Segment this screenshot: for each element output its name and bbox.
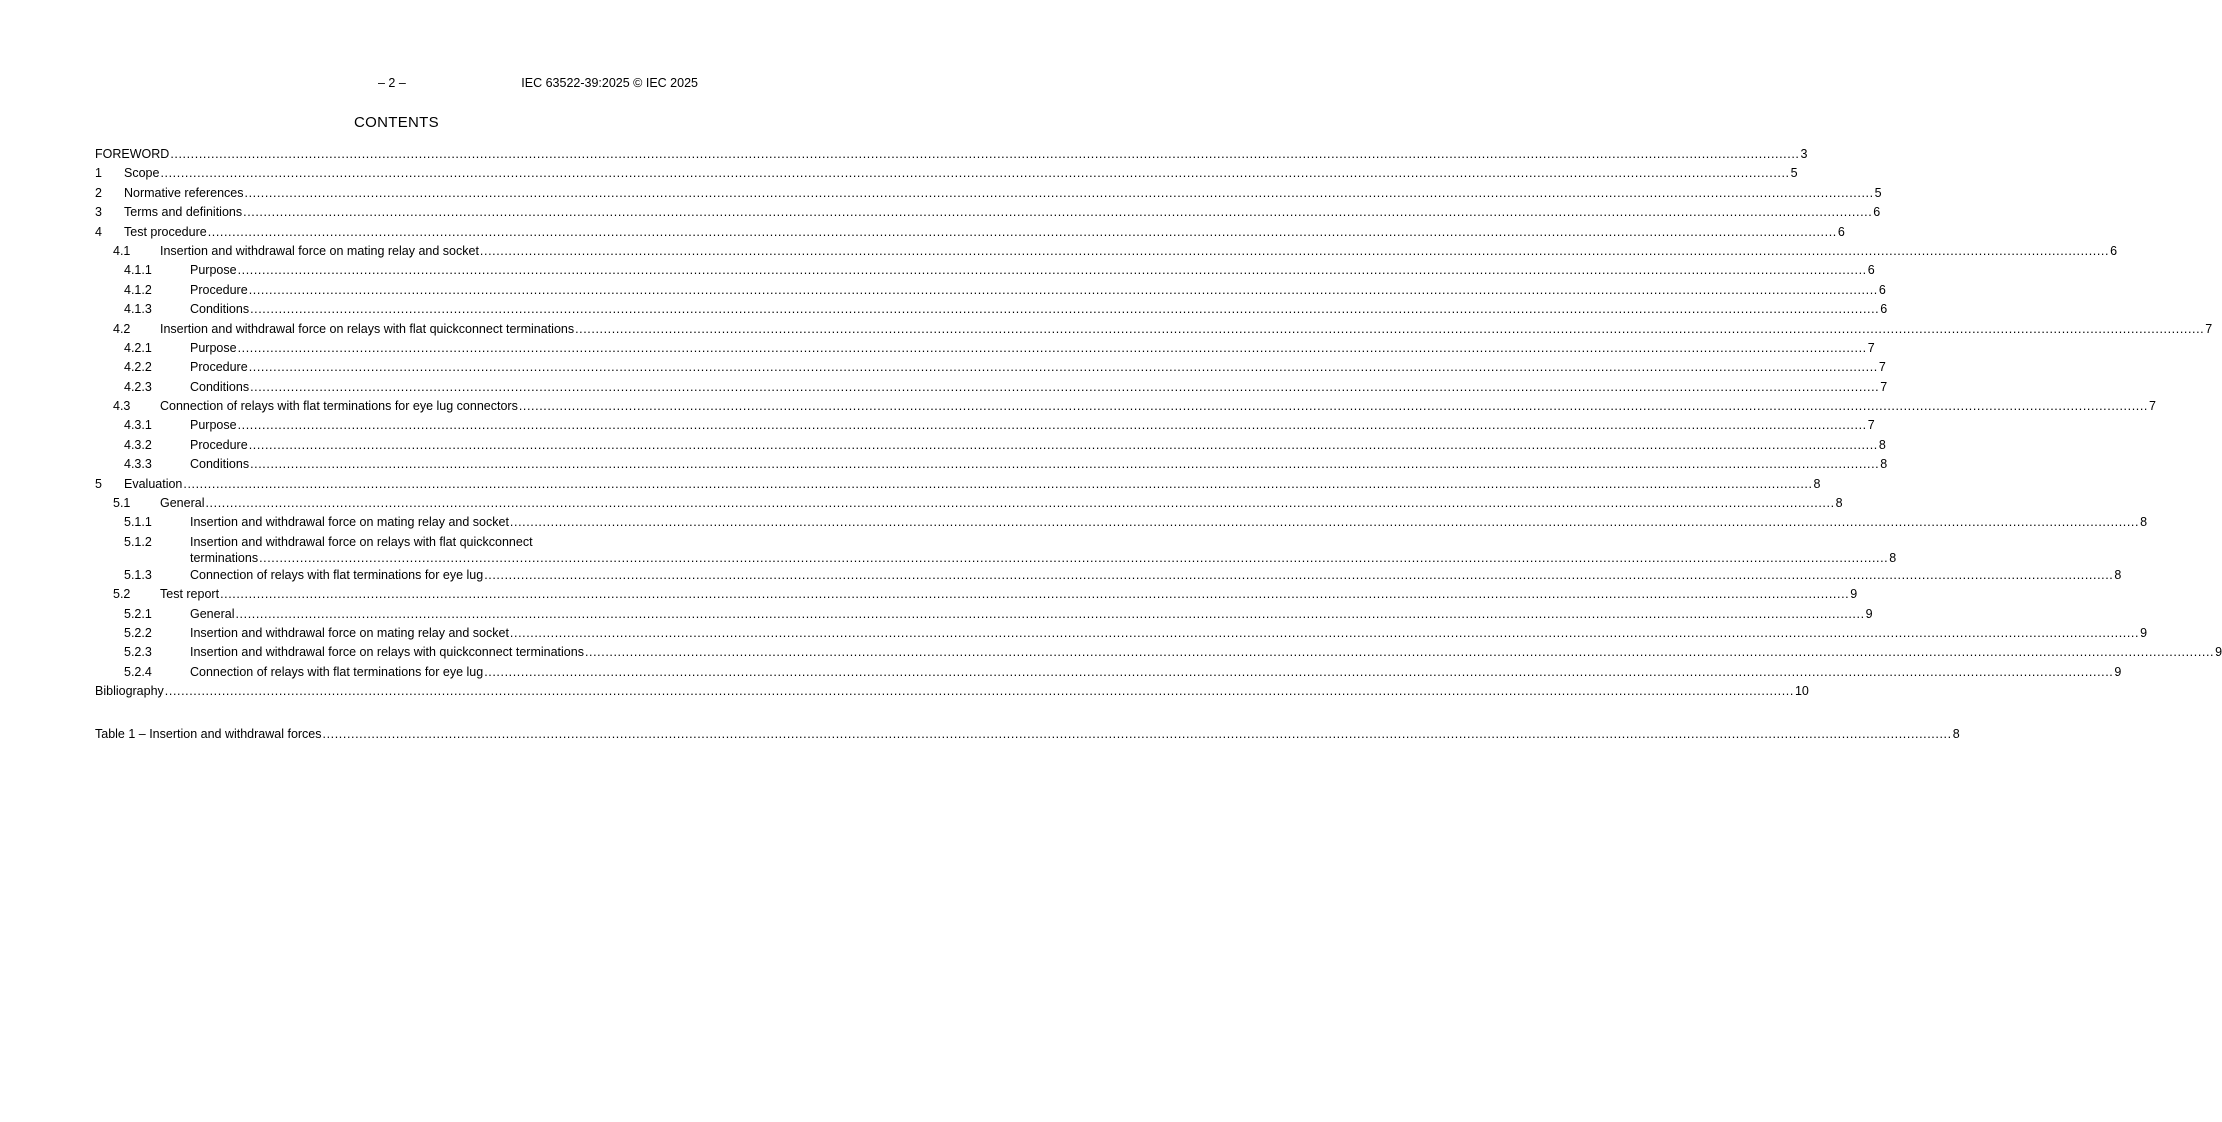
toc-entry[interactable] [95, 379, 1888, 398]
toc-entry-number: 5.2 [113, 587, 131, 602]
toc-entry[interactable] [95, 204, 1881, 223]
toc-entry-label: Connection of relays with flat terminations for eye lug [190, 567, 484, 582]
dot-leader: ................................................................................................................................................................................................................................................................................................................................................................................................................ [518, 399, 2148, 414]
toc-entry-number: 3 [95, 205, 102, 220]
toc-entry-label: Bibliography [95, 684, 164, 699]
toc-entry[interactable] [95, 224, 1845, 243]
standard-reference: IEC 63522-39:2025 © IEC 2025 [521, 76, 698, 90]
toc-entry-label: General [190, 606, 235, 621]
toc-entry-label: Test report [160, 587, 220, 602]
toc-entry-label: General [160, 496, 205, 511]
toc-entry-page: 8 [1889, 550, 1897, 565]
toc-entry-page: 7 [1880, 379, 1888, 394]
toc-entry[interactable] [95, 262, 1875, 281]
toc-entry-number: 1 [95, 166, 102, 181]
toc-entry-label: Procedure [190, 437, 248, 452]
toc-entry-number: 4.1.2 [124, 282, 152, 297]
toc-entry-page: 9 [2140, 625, 2148, 640]
toc-entry-page: 8 [1880, 457, 1888, 472]
toc-entry-page: 6 [1867, 263, 1875, 278]
toc-entry-label: Terms and definitions [124, 205, 243, 220]
toc-entry-number: 4.3.1 [124, 418, 152, 433]
toc-entry[interactable] [95, 243, 2118, 262]
dot-leader: ................................................................................................................................................................................................................................................................................................................................................................................................................ [509, 515, 2140, 530]
table-of-contents [95, 146, 2222, 745]
toc-entry-number: 4.2.3 [124, 379, 152, 394]
toc-entry-label: Insertion and withdrawal force on relays with flat quickconnect terminations [160, 321, 575, 336]
dot-leader: ................................................................................................................................................................................................................................................................................................................................................................................................................ [237, 263, 1867, 278]
toc-entry[interactable] [95, 606, 1873, 625]
toc-entry[interactable] [95, 567, 2122, 586]
toc-entry-label: Insertion and withdrawal force on mating relay and socket [160, 243, 479, 258]
dot-leader: ................................................................................................................................................................................................................................................................................................................................................................................................................ [484, 567, 2114, 582]
section-gap [95, 703, 698, 726]
toc-entry-label: Conditions [190, 457, 250, 472]
toc-entry[interactable] [95, 683, 1809, 702]
dot-leader: ................................................................................................................................................................................................................................................................................................................................................................................................................ [237, 340, 1867, 355]
table-entry-page: 8 [1952, 726, 1960, 741]
dot-leader: ................................................................................................................................................................................................................................................................................................................................................................................................................ [584, 645, 2215, 660]
toc-entry-page: 6 [1837, 224, 1845, 239]
toc-entry[interactable] [95, 301, 1888, 320]
toc-entry-label: Purpose [190, 263, 237, 278]
dot-leader: ................................................................................................................................................................................................................................................................................................................................................................................................................ [250, 457, 1880, 472]
toc-entry[interactable] [95, 340, 1875, 359]
toc-entry-label: Conditions [190, 302, 250, 317]
toc-entry-number: 5.1.2 [124, 534, 152, 549]
toc-entry-page: 6 [1878, 282, 1886, 297]
toc-entry-page: 9 [2215, 645, 2222, 660]
toc-entry-page: 8 [2140, 515, 2148, 530]
toc-entry-label: Conditions [190, 379, 250, 394]
dot-leader: ................................................................................................................................................................................................................................................................................................................................................................................................................ [207, 224, 1837, 239]
toc-entry[interactable] [95, 437, 1886, 456]
toc-entry[interactable] [95, 417, 1875, 436]
toc-entry-number: 4.2.2 [124, 360, 152, 375]
dot-leader: ................................................................................................................................................................................................................................................................................................................................................................................................................ [248, 437, 1878, 452]
page-header [95, 76, 698, 92]
toc-entry-label: FOREWORD [95, 147, 170, 161]
dot-leader: ................................................................................................................................................................................................................................................................................................................................................................................................................ [250, 379, 1880, 394]
toc-entry-page: 7 [1878, 360, 1886, 375]
toc-entry[interactable] [95, 321, 2213, 340]
toc-entry-number: 2 [95, 185, 102, 200]
toc-entry[interactable] [95, 644, 2222, 663]
toc-entry-label: Insertion and withdrawal force on mating relay and socket [190, 515, 509, 530]
toc-entry[interactable] [95, 495, 1843, 514]
dot-leader: ................................................................................................................................................................................................................................................................................................................................................................................................................ [243, 205, 1873, 220]
dot-leader: ................................................................................................................................................................................................................................................................................................................................................................................................................ [259, 550, 1889, 565]
dot-leader: ................................................................................................................................................................................................................................................................................................................................................................................................................ [205, 496, 1835, 511]
toc-entry-number: 5.2.2 [124, 625, 152, 640]
toc-entry-number: 4.2 [113, 321, 131, 336]
toc-entry-label: Evaluation [124, 476, 183, 491]
toc-entry-label: Scope [124, 166, 160, 181]
toc-entry[interactable] [95, 398, 2156, 417]
toc-entry-page: 7 [2205, 321, 2213, 336]
toc-entry[interactable] [95, 514, 2148, 533]
toc-entry[interactable] [95, 456, 1888, 475]
toc-entry-number: 4.2.1 [124, 340, 152, 355]
toc-entry-page: 9 [1850, 587, 1858, 602]
dot-leader: ................................................................................................................................................................................................................................................................................................................................................................................................................ [164, 684, 1794, 699]
toc-entry[interactable] [95, 165, 1798, 184]
toc-entry-label: Insertion and withdrawal force on relays with flat quickconnect [190, 534, 533, 549]
dot-leader: ................................................................................................................................................................................................................................................................................................................................................................................................................ [509, 625, 2140, 640]
toc-entry-page: 5 [1874, 185, 1882, 200]
toc-entry[interactable] [95, 534, 1897, 567]
toc-entry-label: Procedure [190, 360, 248, 375]
toc-entry-number: 4.1 [113, 243, 131, 258]
dot-leader: ................................................................................................................................................................................................................................................................................................................................................................................................................ [235, 606, 1865, 621]
dot-leader: ................................................................................................................................................................................................................................................................................................................................................................................................................ [479, 243, 2110, 258]
dot-leader: ................................................................................................................................................................................................................................................................................................................................................................................................................ [248, 360, 1878, 375]
toc-entry-number: 5.1.1 [124, 515, 152, 530]
toc-entry-page: 8 [2114, 567, 2122, 582]
toc-entry-page: 3 [1800, 147, 1808, 161]
dot-leader: ................................................................................................................................................................................................................................................................................................................................................................................................................ [160, 166, 1790, 181]
toc-entry-label: Connection of relays with flat terminations for eye lug connectors [160, 399, 518, 414]
toc-entry-number: 4.1.1 [124, 263, 152, 278]
toc-entry[interactable] [95, 664, 2122, 683]
toc-entry-page: 6 [1880, 302, 1888, 317]
toc-entry[interactable] [95, 586, 1858, 605]
toc-entry-label: Insertion and withdrawal force on relays with quickconnect terminations [190, 645, 584, 660]
toc-entry-number: 4 [95, 224, 102, 239]
toc-entry-page: 6 [1873, 205, 1881, 220]
toc-entry-number: 5.2.4 [124, 664, 152, 679]
toc-entry-number: 4.1.3 [124, 302, 152, 317]
toc-entry-number: 5.2.3 [124, 645, 152, 660]
toc-entry-label-continued: terminations [190, 550, 259, 565]
toc-entry[interactable] [95, 359, 1886, 378]
toc-entry[interactable] [95, 476, 1821, 495]
dot-leader: ................................................................................................................................................................................................................................................................................................................................................................................................................ [220, 587, 1850, 602]
toc-entry[interactable] [95, 146, 1808, 165]
toc-entry-label: Purpose [190, 340, 237, 355]
toc-entry-page: 8 [1878, 437, 1886, 452]
toc-entry-number: 5.1 [113, 496, 131, 511]
dot-leader: ................................................................................................................................................................................................................................................................................................................................................................................................................ [237, 418, 1867, 433]
toc-entry-page: 7 [1867, 340, 1875, 355]
toc-entry-label: Connection of relays with flat terminations for eye lug [190, 664, 484, 679]
toc-entry-label: Procedure [190, 282, 248, 297]
toc-entry-page: 10 [1794, 684, 1809, 699]
toc-entry-label: Purpose [190, 418, 237, 433]
toc-entry-number: 5.1.3 [124, 567, 152, 582]
page-title: CONTENTS [354, 114, 439, 131]
dot-leader: ................................................................................................................................................................................................................................................................................................................................................................................................................ [244, 185, 1874, 200]
toc-entry-number: 4.3.3 [124, 457, 152, 472]
toc-entry-page: 9 [2114, 664, 2122, 679]
toc-entry[interactable] [95, 625, 2148, 644]
toc-entry-number: 5.2.1 [124, 606, 152, 621]
toc-entry-page: 8 [1813, 476, 1821, 491]
list-of-tables-entry[interactable] [95, 726, 1960, 745]
dot-leader: ................................................................................................................................................................................................................................................................................................................................................................................................................ [322, 726, 1952, 741]
dot-leader: ................................................................................................................................................................................................................................................................................................................................................................................................................ [250, 302, 1880, 317]
toc-entry-page: 9 [1865, 606, 1873, 621]
toc-entry[interactable] [95, 185, 1882, 204]
toc-entry-page: 7 [1867, 418, 1875, 433]
toc-entry-number: 4.3 [113, 399, 131, 414]
toc-entry-label: Normative references [124, 185, 244, 200]
toc-entry[interactable] [95, 282, 1886, 301]
toc-entry-number: 5 [95, 476, 102, 491]
dot-leader: ................................................................................................................................................................................................................................................................................................................................................................................................................ [183, 476, 1813, 491]
dot-leader: ................................................................................................................................................................................................................................................................................................................................................................................................................ [170, 147, 1800, 161]
toc-entry-page: 8 [1835, 496, 1843, 511]
dot-leader: ................................................................................................................................................................................................................................................................................................................................................................................................................ [484, 664, 2114, 679]
dot-leader: ................................................................................................................................................................................................................................................................................................................................................................................................................ [248, 282, 1878, 297]
page-number: – 2 – [378, 76, 406, 90]
toc-entry-number: 4.3.2 [124, 437, 152, 452]
dot-leader: ................................................................................................................................................................................................................................................................................................................................................................................................................ [575, 321, 2205, 336]
toc-entry-label: Test procedure [124, 224, 207, 239]
toc-entry-page: 7 [2149, 399, 2156, 414]
table-entry-label: Table 1 – Insertion and withdrawal forces [95, 726, 322, 741]
toc-entry-page: 6 [2110, 243, 2118, 258]
toc-entry-page: 5 [1790, 166, 1798, 181]
toc-entry-label: Insertion and withdrawal force on mating relay and socket [190, 625, 509, 640]
